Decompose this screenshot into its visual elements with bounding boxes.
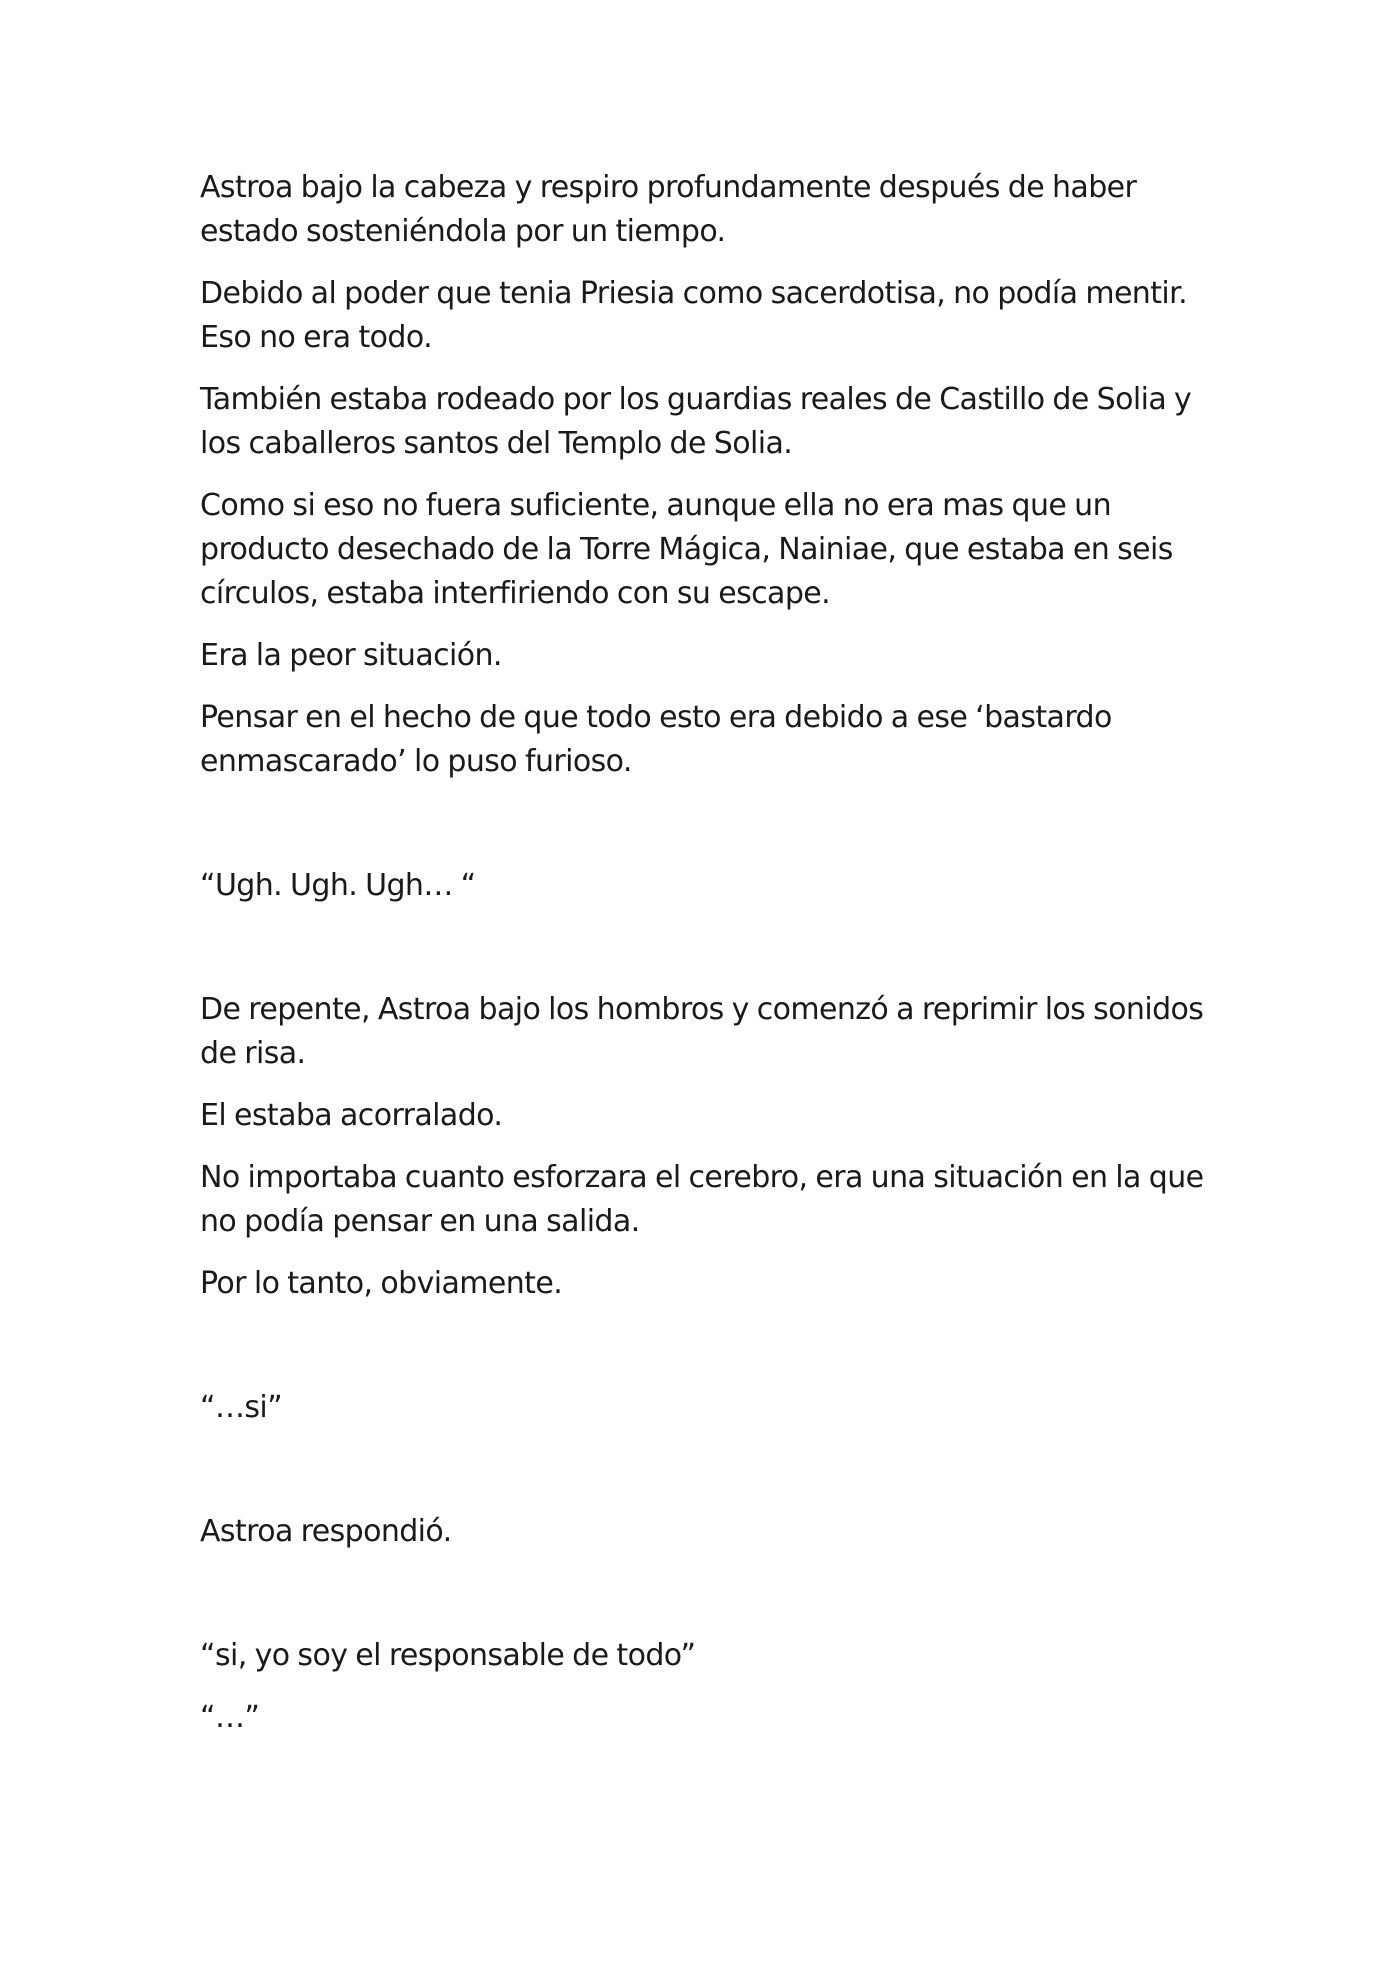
paragraph: “…” bbox=[200, 1700, 260, 1735]
paragraph: El estaba acorralado. bbox=[200, 1098, 503, 1133]
paragraph: “Ugh. Ugh. Ugh… “ bbox=[200, 868, 476, 903]
paragraph: Astroa bajo la cabeza y respiro profundamente después de haber estado sosteniéndola por un tiempo. bbox=[200, 170, 1137, 249]
paragraph: “…si” bbox=[200, 1390, 283, 1425]
paragraph-spacer bbox=[200, 802, 1210, 864]
document-body bbox=[200, 166, 1210, 1758]
paragraph: Era la peor situación. bbox=[200, 638, 502, 673]
paragraph: No importaba cuanto esforzara el cerebro, era una situación en la que no podía pensar en una salida. bbox=[200, 1160, 1204, 1239]
paragraph-spacer bbox=[200, 1448, 1210, 1510]
paragraph: Astroa respondió. bbox=[200, 1514, 452, 1549]
paragraph: “si, yo soy el responsable de todo” bbox=[200, 1638, 696, 1673]
paragraph: Pensar en el hecho de que todo esto era debido a ese ‘bastardo enmascarado’ lo puso furioso. bbox=[200, 700, 1112, 779]
paragraph: Como si eso no fuera suficiente, aunque ella no era mas que un producto desechado de la Torre Mágica, Nainiae, que estaba en seis círculos, estaba interfiriendo con su escape. bbox=[200, 488, 1173, 611]
paragraph: De repente, Astroa bajo los hombros y comenzó a reprimir los sonidos de risa. bbox=[200, 992, 1204, 1071]
paragraph-spacer bbox=[200, 1324, 1210, 1386]
paragraph-spacer bbox=[200, 926, 1210, 988]
paragraph-spacer bbox=[200, 1572, 1210, 1634]
paragraph: También estaba rodeado por los guardias reales de Castillo de Solia y los caballeros santos del Templo de Solia. bbox=[200, 382, 1192, 461]
paragraph: Por lo tanto, obviamente. bbox=[200, 1266, 563, 1301]
paragraph: Debido al poder que tenia Priesia como sacerdotisa, no podía mentir. Eso no era todo. bbox=[200, 276, 1188, 355]
